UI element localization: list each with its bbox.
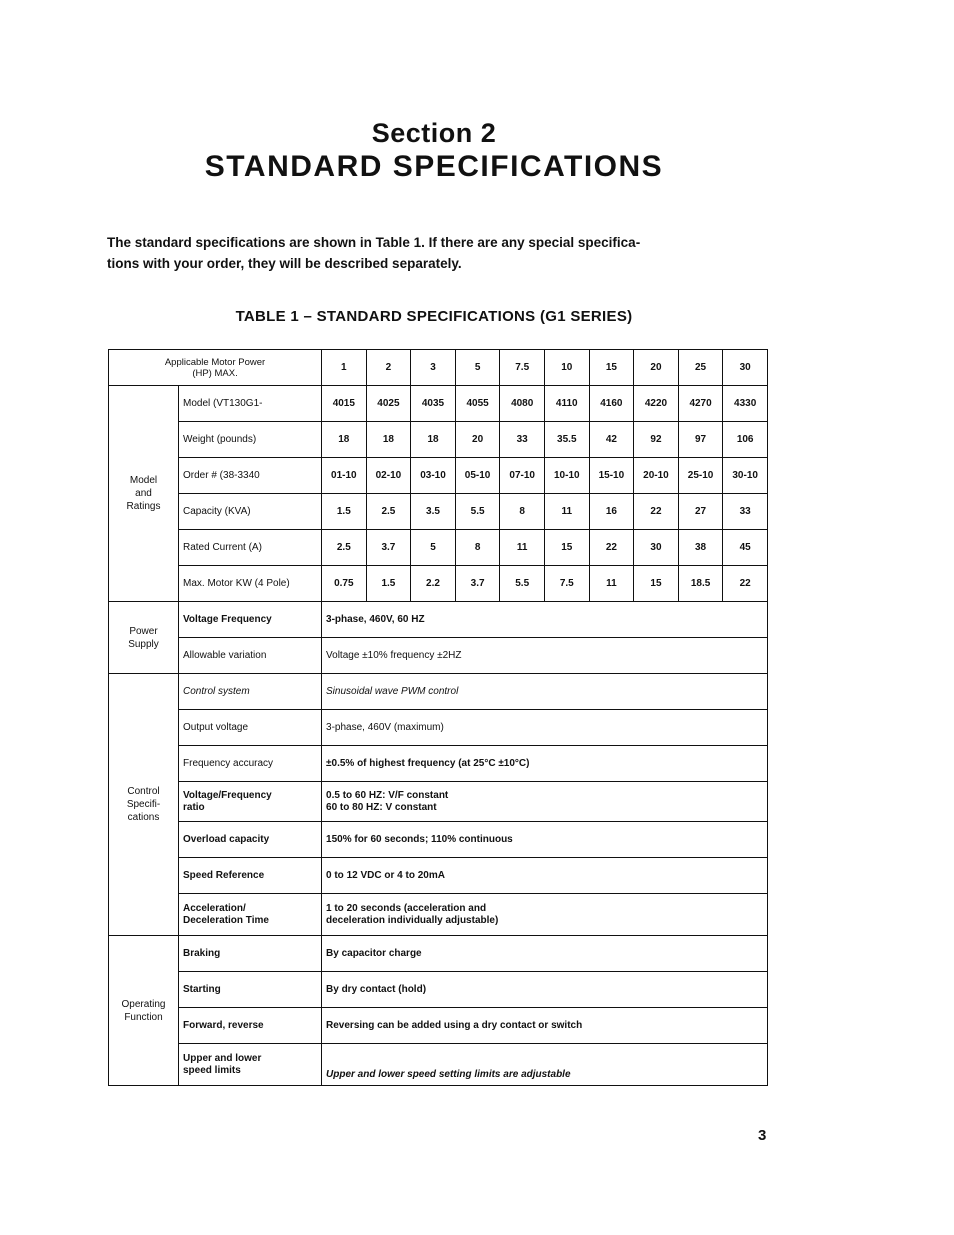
table-cell: 5.5 bbox=[500, 566, 545, 602]
table-cell: 45 bbox=[723, 530, 768, 566]
table-cell: 15 bbox=[544, 530, 589, 566]
value-allowable-variation: Voltage ±10% frequency ±2HZ bbox=[322, 638, 768, 674]
table-cell: 3.7 bbox=[455, 566, 500, 602]
table-row bbox=[109, 936, 768, 972]
table-row bbox=[109, 638, 768, 674]
table-cell: 7.5 bbox=[544, 566, 589, 602]
table-cell: 106 bbox=[723, 422, 768, 458]
table-cell: 30 bbox=[723, 350, 768, 386]
table-cell: 3.5 bbox=[411, 494, 456, 530]
table-cell: 10-10 bbox=[544, 458, 589, 494]
table-cell: 97 bbox=[678, 422, 723, 458]
param-rated-current: Rated Current (A) bbox=[179, 530, 322, 566]
table-cell: 2.5 bbox=[322, 530, 367, 566]
intro-line-1: The standard specifications are shown in Table 1. If there are any special specifica- bbox=[107, 235, 641, 250]
table-cell: 2.5 bbox=[366, 494, 411, 530]
table-title: TABLE 1 – STANDARD SPECIFICATIONS (G1 SERIES) bbox=[235, 308, 633, 325]
value-speed-reference: 0 to 12 VDC or 4 to 20mA bbox=[322, 858, 768, 894]
param-overload-capacity: Overload capacity bbox=[179, 822, 322, 858]
table-cell: 18 bbox=[366, 422, 411, 458]
table-row bbox=[109, 1008, 768, 1044]
value-frequency-accuracy: ±0.5% of highest frequency (at 25°C ±10°C) bbox=[322, 746, 768, 782]
table-cell: 4270 bbox=[678, 386, 723, 422]
table-cell: 15-10 bbox=[589, 458, 634, 494]
value-forward-reverse: Reversing can be added using a dry contact or switch bbox=[322, 1008, 768, 1044]
table-row bbox=[109, 494, 768, 530]
value-vf-ratio: 0.5 to 60 HZ: V/F constant 60 to 80 HZ: V constant bbox=[322, 782, 768, 822]
table-cell: 05-10 bbox=[455, 458, 500, 494]
param-braking: Braking bbox=[179, 936, 322, 972]
param-weight: Weight (pounds) bbox=[179, 422, 322, 458]
group-operating-function: Operating Function bbox=[109, 936, 179, 1086]
motor-power-row bbox=[109, 350, 768, 386]
value-acceleration-time: 1 to 20 seconds (acceleration and deceleration individually adjustable) bbox=[322, 894, 768, 936]
table-cell: 07-10 bbox=[500, 458, 545, 494]
table-cell: 1.5 bbox=[366, 566, 411, 602]
table-cell: 20-10 bbox=[634, 458, 679, 494]
param-speed-limits: Upper and lower speed limits bbox=[179, 1044, 322, 1086]
table-cell: 22 bbox=[589, 530, 634, 566]
value-control-system: Sinusoidal wave PWM control bbox=[322, 674, 768, 710]
section-number: Section 2 bbox=[371, 118, 497, 148]
table-row bbox=[109, 894, 768, 936]
table-cell: 03-10 bbox=[411, 458, 456, 494]
table-cell: 7.5 bbox=[500, 350, 545, 386]
table-cell: 16 bbox=[589, 494, 634, 530]
param-vf-ratio: Voltage/Frequency ratio bbox=[179, 782, 322, 822]
param-control-system: Control system bbox=[179, 674, 322, 710]
table-cell: 25 bbox=[678, 350, 723, 386]
value-speed-limits: Upper and lower speed setting limits are adjustable bbox=[322, 1044, 768, 1086]
table-cell: 27 bbox=[678, 494, 723, 530]
table-cell: 11 bbox=[500, 530, 545, 566]
table-cell: 22 bbox=[723, 566, 768, 602]
param-frequency-accuracy: Frequency accuracy bbox=[179, 746, 322, 782]
table-row bbox=[109, 674, 768, 710]
table-cell: 4025 bbox=[366, 386, 411, 422]
table-cell: 35.5 bbox=[544, 422, 589, 458]
table-row bbox=[109, 530, 768, 566]
param-starting: Starting bbox=[179, 972, 322, 1008]
page-number: 3 bbox=[758, 1127, 767, 1144]
table-cell: 8 bbox=[455, 530, 500, 566]
table-cell: 30 bbox=[634, 530, 679, 566]
table-cell: 5.5 bbox=[455, 494, 500, 530]
group-model-ratings: Model and Ratings bbox=[109, 386, 179, 602]
table-row bbox=[109, 746, 768, 782]
table-cell: 2 bbox=[366, 350, 411, 386]
value-starting: By dry contact (hold) bbox=[322, 972, 768, 1008]
intro-paragraph bbox=[107, 232, 797, 274]
table-cell: 33 bbox=[723, 494, 768, 530]
intro-line-2: tions with your order, they will be described separately. bbox=[107, 256, 462, 271]
section-title: STANDARD SPECIFICATIONS bbox=[204, 150, 664, 183]
table-cell: 38 bbox=[678, 530, 723, 566]
table-row bbox=[109, 602, 768, 638]
table-cell: 4110 bbox=[544, 386, 589, 422]
table-cell: 15 bbox=[634, 566, 679, 602]
value-output-voltage: 3-phase, 460V (maximum) bbox=[322, 710, 768, 746]
table-row bbox=[109, 782, 768, 822]
table-cell: 4055 bbox=[455, 386, 500, 422]
table-cell: 4015 bbox=[322, 386, 367, 422]
group-power-supply: Power Supply bbox=[109, 602, 179, 674]
value-overload-capacity: 150% for 60 seconds; 110% continuous bbox=[322, 822, 768, 858]
table-row bbox=[109, 822, 768, 858]
value-braking: By capacitor charge bbox=[322, 936, 768, 972]
table-row bbox=[109, 386, 768, 422]
table-row bbox=[109, 972, 768, 1008]
table-cell: 1 bbox=[322, 350, 367, 386]
table-cell: 11 bbox=[544, 494, 589, 530]
param-model: Model (VT130G1- bbox=[179, 386, 322, 422]
table-cell: 20 bbox=[455, 422, 500, 458]
table-cell: 18 bbox=[411, 422, 456, 458]
table-cell: 01-10 bbox=[322, 458, 367, 494]
param-allowable-variation: Allowable variation bbox=[179, 638, 322, 674]
table-cell: 33 bbox=[500, 422, 545, 458]
param-speed-reference: Speed Reference bbox=[179, 858, 322, 894]
param-acceleration-time: Acceleration/ Deceleration Time bbox=[179, 894, 322, 936]
param-forward-reverse: Forward, reverse bbox=[179, 1008, 322, 1044]
table-cell: 15 bbox=[589, 350, 634, 386]
table-cell: 20 bbox=[634, 350, 679, 386]
table-cell: 11 bbox=[589, 566, 634, 602]
table-cell: 4330 bbox=[723, 386, 768, 422]
table-cell: 8 bbox=[500, 494, 545, 530]
param-order: Order # (38-3340 bbox=[179, 458, 322, 494]
table-cell: 18.5 bbox=[678, 566, 723, 602]
table-cell: 5 bbox=[411, 530, 456, 566]
param-output-voltage: Output voltage bbox=[179, 710, 322, 746]
table-cell: 4080 bbox=[500, 386, 545, 422]
table-cell: 10 bbox=[544, 350, 589, 386]
param-motor-kw: Max. Motor KW (4 Pole) bbox=[179, 566, 322, 602]
table-row bbox=[109, 422, 768, 458]
table-cell: 1.5 bbox=[322, 494, 367, 530]
table-row bbox=[109, 566, 768, 602]
table-cell: 0.75 bbox=[322, 566, 367, 602]
value-voltage-frequency: 3-phase, 460V, 60 HZ bbox=[322, 602, 768, 638]
table-cell: 5 bbox=[455, 350, 500, 386]
table-cell: 30-10 bbox=[723, 458, 768, 494]
table-cell: 02-10 bbox=[366, 458, 411, 494]
param-capacity: Capacity (KVA) bbox=[179, 494, 322, 530]
table-cell: 92 bbox=[634, 422, 679, 458]
table-cell: 4160 bbox=[589, 386, 634, 422]
table-cell: 22 bbox=[634, 494, 679, 530]
table-row bbox=[109, 710, 768, 746]
table-cell: 3 bbox=[411, 350, 456, 386]
motor-power-label: Applicable Motor Power (HP) MAX. bbox=[109, 350, 322, 386]
table-row bbox=[109, 858, 768, 894]
table-cell: 3.7 bbox=[366, 530, 411, 566]
table-row bbox=[109, 458, 768, 494]
group-control-specifications: Control Specifi- cations bbox=[109, 674, 179, 936]
table-cell: 4220 bbox=[634, 386, 679, 422]
table-cell: 42 bbox=[589, 422, 634, 458]
table-row bbox=[109, 1044, 768, 1086]
table-cell: 25-10 bbox=[678, 458, 723, 494]
table-cell: 2.2 bbox=[411, 566, 456, 602]
param-voltage-frequency: Voltage Frequency bbox=[179, 602, 322, 638]
table-cell: 4035 bbox=[411, 386, 456, 422]
spec-table bbox=[108, 349, 768, 1086]
table-cell: 18 bbox=[322, 422, 367, 458]
